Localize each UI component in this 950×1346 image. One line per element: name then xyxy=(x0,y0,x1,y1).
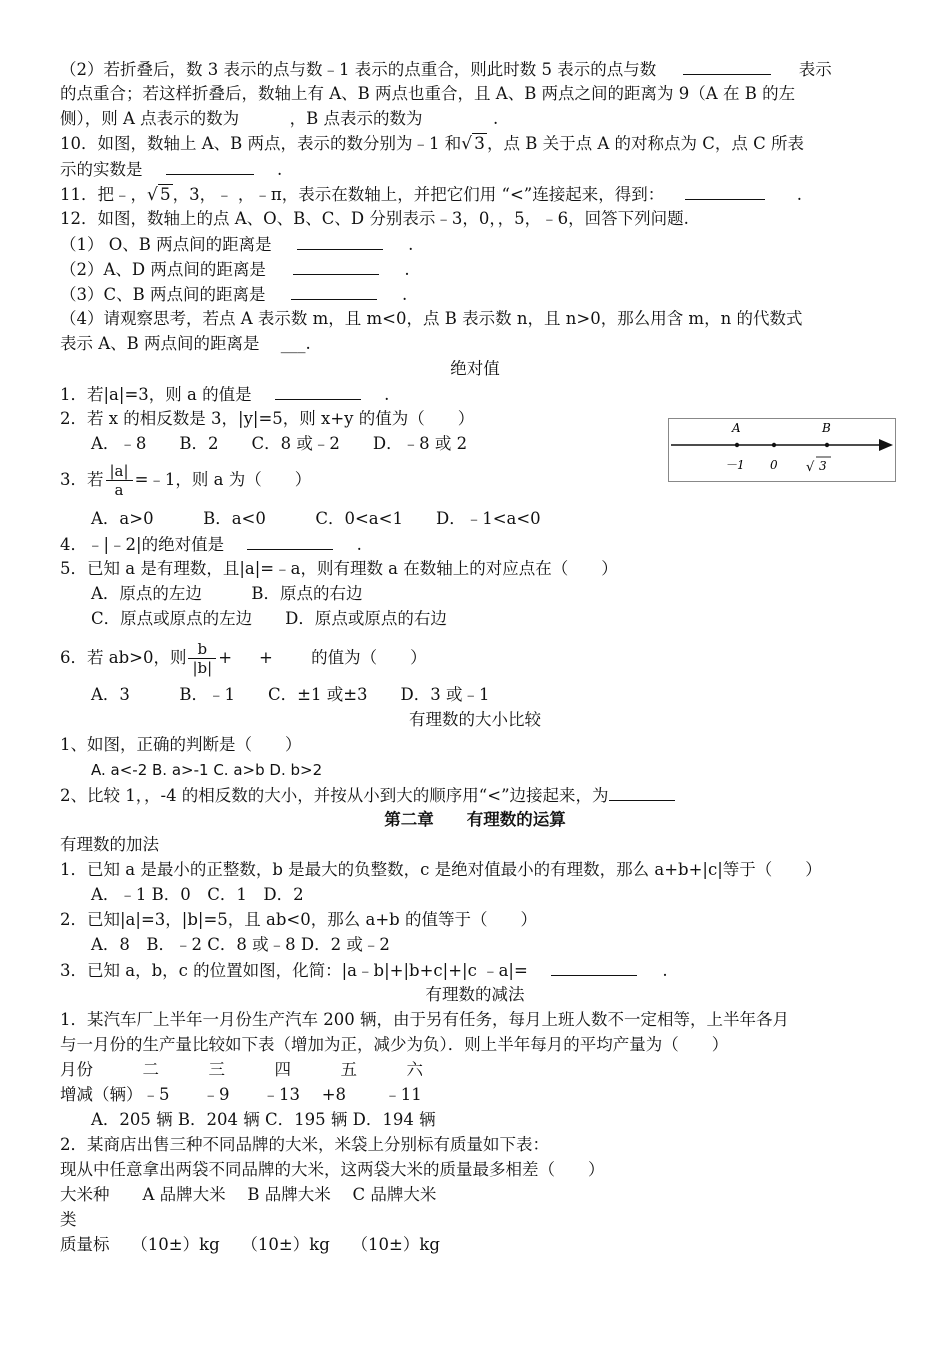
q10-text-b: ，点 B 关于点 A 的对称点为 C，点 C 所表 xyxy=(486,134,804,153)
q12-part3-text: （3）C、B 两点间的距离是 xyxy=(60,285,266,304)
q9-text: （2）若折叠后，数 3 表示的点与数﹣1 表示的点重合，则此时数 5 表示的点与数 xyxy=(60,60,657,79)
add-q2: 2．已知|a|=3，|b|=5，且 ab<0，那么 a+b 的值等于（ ） xyxy=(60,910,537,929)
answer-blank: ___ xyxy=(280,334,306,353)
answer-blank xyxy=(685,183,765,200)
answer-blank xyxy=(166,158,254,175)
add-q1: 1．已知 a 是最小的正整数，b 是最大的负整数，c 是绝对值最小的有理数，那么 a+b+|c|等于（ ） xyxy=(60,860,822,879)
tick-sqrt-three: 3 xyxy=(819,459,827,473)
tick-zero: 0 xyxy=(770,458,778,472)
label-a: A xyxy=(732,421,741,435)
abs-q6-options: A．3 B．﹣1 C．±1 或±3 D．3 或﹣1 xyxy=(91,685,490,704)
abs-q5-options-row1: A．原点的左边 B．原点的右边 xyxy=(91,584,363,603)
answer-blank xyxy=(293,258,379,275)
q12-part2 xyxy=(60,258,410,281)
abs-q2: 2．若 x 的相反数是 3，|y|=5，则 x+y 的值为（ ） xyxy=(60,409,475,428)
answer-blank xyxy=(291,283,377,300)
q10-text-d: . xyxy=(277,160,283,179)
radicand: 5 xyxy=(159,185,171,205)
q10-text-a: 10．如图，数轴上 A、B 两点，表示的数分别为﹣1 和 xyxy=(60,134,462,153)
q10-line2 xyxy=(60,158,282,181)
abs-q4-text: 4．﹣|﹣2|的绝对值是 xyxy=(60,535,225,554)
section-heading-absolute-value: 绝对值 xyxy=(450,359,500,378)
answer-blank xyxy=(551,959,637,976)
q9-part2-line1 xyxy=(60,58,832,81)
q12-part4-text: 表示 A、B 两点间的距离是 xyxy=(60,334,260,353)
radical-sign: √ xyxy=(147,185,158,205)
q11-text-a: 11．把﹣， xyxy=(60,185,147,204)
sqrt3-expression xyxy=(461,133,487,155)
number-line-svg xyxy=(669,419,895,481)
section-heading-subtraction: 有理数的减法 xyxy=(425,985,525,1004)
period: . xyxy=(402,285,408,304)
q12-part1-text: （1） O、B 两点间的距离是 xyxy=(60,235,272,254)
add-q3 xyxy=(60,959,668,982)
fraction-denominator: |b| xyxy=(192,659,213,677)
q11-text-c: . xyxy=(796,185,802,204)
period: . xyxy=(305,334,311,353)
point-b xyxy=(825,443,829,447)
answer-blank xyxy=(683,58,771,75)
abs-q5-options-row2: C．原点或原点的左边 D．原点或原点的右边 xyxy=(91,609,447,628)
cmp-q2-text: 2、比较 1，，-4 的相反数的大小，并按从小到大的顺序用“<”边接起来，为 xyxy=(60,786,609,805)
abs-q4 xyxy=(60,533,362,556)
q9-part2-line2: 的点重合；若这样折叠后，数轴上有 A、B 两点也重合，且 A、B 两点之间的距离为 9（A 在 B 的左 xyxy=(60,84,796,103)
add-q2-options: A．8 B．﹣2 C．8 或﹣8 D．2 或﹣2 xyxy=(91,935,390,954)
period: . xyxy=(662,961,668,980)
sqrt5-expression xyxy=(147,184,173,206)
sub-q2-line2: 现从中任意拿出两袋不同品牌的大米，这两袋大米的质量最多相差（ ） xyxy=(60,1160,605,1179)
answer-blank xyxy=(247,533,333,550)
q12-stem: 12．如图，数轴上的点 A、O、B、C、D 分别表示﹣3，0，，5，﹣6，回答下列问题. xyxy=(60,209,689,228)
answer-blank xyxy=(297,233,383,250)
section-heading-addition: 有理数的加法 xyxy=(60,835,159,854)
abs-q1-text: 1．若|a|=3，则 a 的值是 xyxy=(60,385,252,404)
abs-q5: 5．已知 a 是有理数，且|a|=﹣a，则有理数 a 在数轴上的对应点在（ ） xyxy=(60,559,618,578)
sub-q1-table-row-month: 月份 二 三 四 五 六 xyxy=(60,1060,423,1079)
add-q1-options: A．﹣1 B．0 C．1 D．2 xyxy=(91,885,304,904)
abs-q3-options: A．a>0 B．a<0 C．0<a<1 D．﹣1<a<0 xyxy=(91,509,541,528)
q11-line xyxy=(60,183,802,206)
fraction-numerator: |a| xyxy=(106,462,133,481)
q12-part4-line2 xyxy=(60,333,311,355)
abs-q3-text-a: 3．若 xyxy=(60,470,104,489)
answer-blank xyxy=(609,784,675,801)
abs-q2-options: A．﹣8 B．2 C．8 或﹣2 D．﹣8 或 2 xyxy=(91,434,468,453)
abs-q3-text-b: =﹣1，则 a 为（ ） xyxy=(134,470,312,489)
tick-minus-one: －1 xyxy=(725,458,745,472)
sub-q2-table-header-wrap: 类 xyxy=(60,1210,77,1229)
sub-q2-table-header: 大米种 A 品牌大米 B 品牌大米 C 品牌大米 xyxy=(60,1185,437,1204)
q9-text-c: . xyxy=(493,109,499,128)
radical-sign: √ xyxy=(461,134,473,154)
abs-q6-text-a: 6．若 ab>0，则 xyxy=(60,648,187,667)
fraction-abs-a-over-a xyxy=(106,462,133,499)
label-b: B xyxy=(822,421,831,435)
period: . xyxy=(356,535,362,554)
q12-part2-text: （2）A、D 两点间的距离是 xyxy=(60,260,266,279)
sub-q2-line1: 2．某商店出售三种不同品牌的大米，米袋上分别标有质量如下表： xyxy=(60,1135,549,1154)
arrow-head-icon xyxy=(879,439,893,451)
abs-q6 xyxy=(60,640,427,677)
q11-text-b: ，3，﹣ ，﹣π，表示在数轴上，并把它们用 “<”连接起来，得到： xyxy=(172,185,665,204)
fraction-numerator: b xyxy=(188,640,216,659)
q9-text-b: ，B 点表示的数为 xyxy=(289,109,423,128)
period: . xyxy=(384,385,390,404)
sub-q2-table-row-mass: 质量标 （10±）kg （10±）kg （10±）kg xyxy=(60,1235,440,1254)
point-a xyxy=(735,443,739,447)
period: . xyxy=(408,235,414,254)
q10-line1 xyxy=(60,133,804,155)
add-q3-text: 3．已知 a，b，c 的位置如图，化简：|a﹣b|+|b+c|+|c ﹣a|= xyxy=(60,961,528,980)
answer-blank xyxy=(275,383,361,400)
q12-part4-line1: （4）请观察思考，若点 A 表示数 m，且 m<0，点 B 表示数 n，且 n>0，那么用含 m，n 的代数式 xyxy=(60,309,803,328)
sub-q1-table-row-change: 增减（辆）﹣5 ﹣9 ﹣13 +8 ﹣11 xyxy=(60,1085,422,1104)
q9-text-a: 侧），则 A 点表示的数为 xyxy=(60,109,240,128)
fraction-denominator: a xyxy=(114,481,124,499)
point-origin xyxy=(772,443,776,447)
section-heading-comparison: 有理数的大小比较 xyxy=(409,710,541,729)
q12-part3 xyxy=(60,283,407,306)
abs-q3 xyxy=(60,462,311,499)
sub-q1-line1: 1．某汽车厂上半年一月份生产汽车 200 辆，由于另有任务，每月上班人数不一定相等，上半年各月 xyxy=(60,1010,789,1029)
radicand: 3 xyxy=(474,134,485,154)
cmp-q1: 1、如图，正确的判断是（ ） xyxy=(60,735,302,754)
number-line-figure xyxy=(668,418,896,482)
sub-q1-options: A．205 辆 B．204 辆 C．195 辆 D．194 辆 xyxy=(91,1110,436,1129)
fraction-b-over-abs-b xyxy=(188,640,216,677)
q10-text-c: 示的实数是 xyxy=(60,160,143,179)
cmp-q2 xyxy=(60,784,675,807)
q9-text-cont: 表示 xyxy=(798,60,832,79)
q9-part2-line3 xyxy=(60,108,498,130)
abs-q6-text-b: + + 的值为（ ） xyxy=(218,648,427,667)
tick-sqrt-radical: √ xyxy=(806,460,815,475)
cmp-q1-options: A. a<-2 B. a>-1 C. a>b D. b>2 xyxy=(91,761,323,779)
q12-part1 xyxy=(60,233,413,256)
period: . xyxy=(404,260,410,279)
abs-q1 xyxy=(60,383,389,406)
chapter-heading: 第二章 有理数的运算 xyxy=(384,810,566,829)
sub-q1-line2: 与一月份的生产量比较如下表（增加为正，减少为负）．则上半年每月的平均产量为（ ） xyxy=(60,1035,729,1054)
